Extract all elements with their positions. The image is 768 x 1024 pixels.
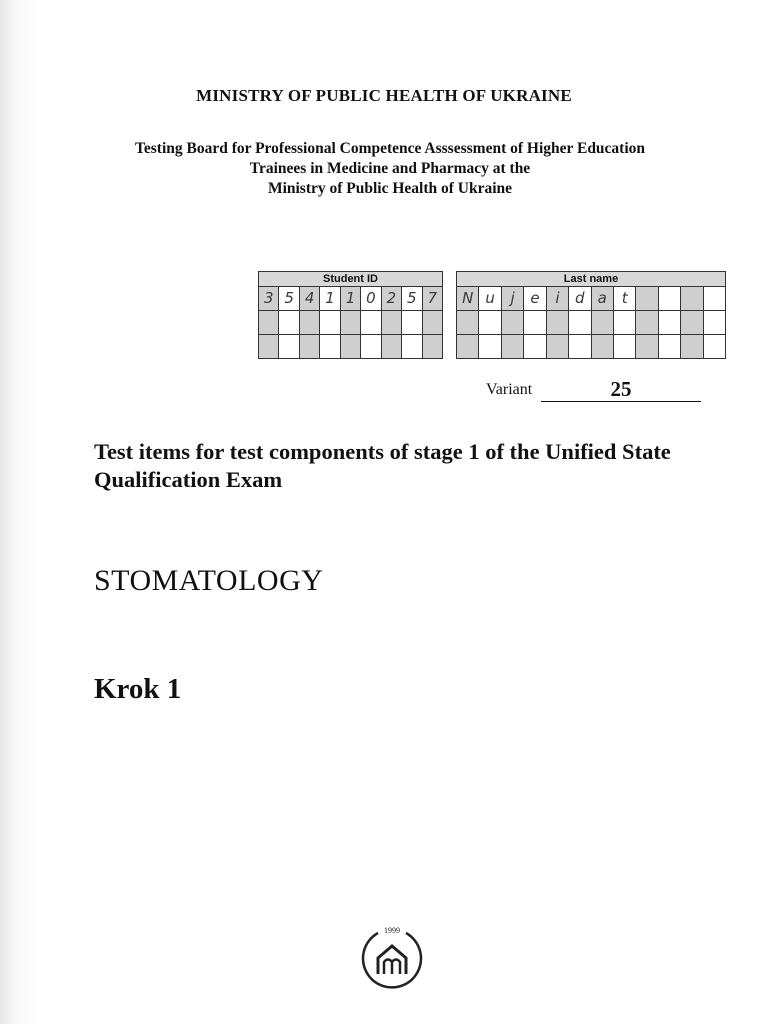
- empty-cell: [569, 335, 591, 358]
- empty-cell: [320, 311, 340, 334]
- empty-cell: [547, 335, 569, 358]
- empty-cell: [457, 335, 479, 358]
- board-line: Trainees in Medicine and Pharmacy at the: [249, 160, 531, 177]
- empty-cell: [341, 335, 361, 358]
- last-name-row: [457, 311, 725, 335]
- student-id-cell: 5: [402, 287, 422, 310]
- last-name-cell: [704, 287, 725, 310]
- empty-cell: [547, 311, 569, 334]
- student-id-cell: 4: [300, 287, 320, 310]
- empty-cell: [681, 311, 703, 334]
- empty-cell: [592, 311, 614, 334]
- empty-cell: [614, 335, 636, 358]
- empty-cell: [320, 335, 340, 358]
- exam-name: Krok 1: [94, 673, 182, 705]
- variant-label: Variant: [486, 381, 533, 398]
- empty-cell: [614, 311, 636, 334]
- student-id-cell: 7: [423, 287, 442, 310]
- last-name-cell: e: [524, 287, 546, 310]
- last-name-cell: j: [502, 287, 524, 310]
- empty-cell: [524, 311, 546, 334]
- house-emblem-icon: [358, 924, 426, 992]
- board-line: Ministry of Public Health of Ukraine: [267, 180, 513, 197]
- student-id-cell: 1: [320, 287, 340, 310]
- empty-cell: [479, 311, 501, 334]
- last-name-row: [457, 335, 725, 358]
- empty-cell: [659, 311, 681, 334]
- empty-cell: [279, 335, 299, 358]
- student-id-cell: 0: [361, 287, 381, 310]
- page-edge-shadow: [0, 0, 40, 1024]
- testing-board-heading: [60, 139, 720, 199]
- student-id-row: [259, 335, 442, 358]
- logo-year: 1999: [384, 926, 400, 935]
- student-id-grid: [258, 271, 443, 359]
- variant-value: 25: [610, 377, 632, 401]
- last-name-cell: [659, 287, 681, 310]
- empty-cell: [592, 335, 614, 358]
- ministry-heading: MINISTRY OF PUBLIC HEALTH OF UKRAINE: [196, 86, 572, 105]
- empty-cell: [402, 335, 422, 358]
- empty-cell: [502, 311, 524, 334]
- empty-cell: [361, 311, 381, 334]
- empty-cell: [341, 311, 361, 334]
- empty-cell: [382, 335, 402, 358]
- subject-title: STOMATOLOGY: [94, 564, 324, 597]
- empty-cell: [524, 335, 546, 358]
- last-name-label: Last name: [457, 272, 725, 287]
- last-name-grid: [456, 271, 726, 359]
- student-id-label: Student ID: [259, 272, 442, 287]
- empty-cell: [361, 335, 381, 358]
- empty-cell: [423, 335, 442, 358]
- empty-cell: [659, 335, 681, 358]
- empty-cell: [681, 335, 703, 358]
- empty-cell: [457, 311, 479, 334]
- empty-cell: [300, 311, 320, 334]
- empty-cell: [279, 311, 299, 334]
- student-id-row: [259, 311, 442, 335]
- empty-cell: [636, 311, 658, 334]
- last-name-cell: a: [592, 287, 614, 310]
- empty-cell: [636, 335, 658, 358]
- last-name-cell: u: [479, 287, 501, 310]
- empty-cell: [502, 335, 524, 358]
- empty-cell: [402, 311, 422, 334]
- student-id-cell: 5: [279, 287, 299, 310]
- last-name-cell: d: [569, 287, 591, 310]
- empty-cell: [479, 335, 501, 358]
- last-name-cell: t: [614, 287, 636, 310]
- board-line: Testing Board for Professional Competence Asssessment of Higher Education: [134, 140, 646, 157]
- empty-cell: [259, 311, 279, 334]
- empty-cell: [704, 335, 725, 358]
- last-name-cell: N: [457, 287, 479, 310]
- empty-cell: [423, 311, 442, 334]
- empty-cell: [259, 335, 279, 358]
- last-name-row: [457, 287, 725, 311]
- empty-cell: [569, 311, 591, 334]
- empty-cell: [300, 335, 320, 358]
- empty-cell: [382, 311, 402, 334]
- student-id-cell: 1: [341, 287, 361, 310]
- test-title: Test items for test components of stage 1 of the Unified State Qualification Exam: [94, 439, 671, 492]
- last-name-cell: i: [547, 287, 569, 310]
- student-id-row: [259, 287, 442, 311]
- empty-cell: [704, 311, 725, 334]
- last-name-cell: [636, 287, 658, 310]
- student-id-cell: 3: [259, 287, 279, 310]
- last-name-cell: [681, 287, 703, 310]
- student-id-cell: 2: [382, 287, 402, 310]
